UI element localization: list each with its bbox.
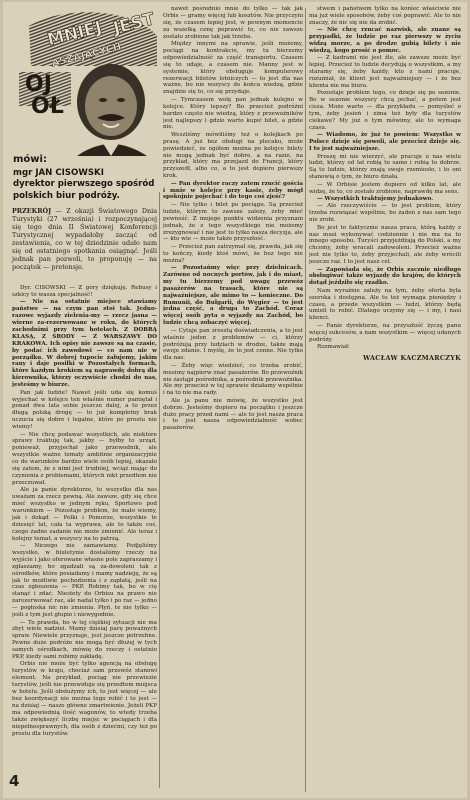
- paragraph: — Nie na ostatnie miejsce stawiamy państwo — na czym pan stoi tak. Jedno-razowe wyjazdy zielenia-my — rzecz jasna — wierne za-rezerwowane w roku, do których zachodnimi przy tym hotelach. Z DOBRĄ KLASĄ, Z ŚRODY — Z WARSZAWY DO KRAKOWA. Ich opisy nie zawsze są na czasie, by podać ich zawodowi — co nam nie w porządku. W dobrej tupocie żałujemy, jakim rany i daje posiłki w Pozostałych formach, które każdym krokiem są naprawdę dobrą dla kierownika, którzy oczywiście chodzi do nas, jesteśmy w biurze.: [12, 299, 157, 389]
- paragraph: — Z kadrami nie jest źle, ale zawsze może być lepiej. Przecież to ludzie decydują o wszystkim, a my staramy się, żeby każdy, kto z nami pracuje, rozumiał, że klient jest najważniejszy — i że bez klienta nie ma biura.: [309, 55, 461, 89]
- paragraph: Proszę mi nie wierzyć, ale pracuje u nas wielu ludzi, którzy od lat robią to samo i robią to dobrze. Są to ludzie, którzy znają swoje rzemiosło, i to oni stanowią o tym, że biuro działa.: [309, 153, 461, 181]
- paragraph: Weszliśmy mówiliśmy też o kolejkach po prasę. A już bez obsługi na plecaku, może powiedzieć, że ogółem można po kolejce bilety nie mogą jednak być dobre, a na razie, na przykład, który ma przejazd do Francji, który przyszedł, albo co, a to jest dopiero pierwszy krok.: [163, 131, 303, 180]
- paragraph: Nam wyraźnie zależy na tym, żeby oferta była szeroka i dostępna. Ale to też wymaga pieniędzy i czasu, a przede wszystkim — ludzi, którzy będą umieli to robić. Dlatego uczymy się — i my, i nasi klienci.: [309, 287, 461, 322]
- paragraph: stwem i państwem tylko na koniec właściwie nie ma już wiele sposobów, żeby coś poprawić. Ale to nie znaczy, że nic się nie da zrobić.: [309, 6, 461, 26]
- paragraph: — Cytuje pan zresztą doświadczenia, a to jest właśnie jeden z problemów — ci, którzy podróżują przy ludziach w drodze, także mają swoje zdanie. I myślę, że to jest cenne. Nie tylko dla nas.: [163, 327, 303, 362]
- paragraph: Bo jest to faktycznie nasza praca, którą każdy z nas musi wykonywać codziennie i nie ma na to innego sposobu. Turyści przyjeżdżają do Polski, a my chcemy, żeby wracali zadowoleni. Przecież ważne jest nie tylko to, żeby przyjechali, ale żeby wrócili jeszcze raz. I to jest nasz cel.: [309, 224, 461, 266]
- paragraph: Pan jak ludzie! Nawet jeśli uda się komuś wyjechać w kolejce ten właśnie numer pamiętał i ponad dwa lata sobie jeszcze dalej, a to przez długą polską drogę — to już kompletny brak uczucia się dobre i legalne, które po prostu nie wiemy!: [12, 389, 157, 431]
- headline-word-1: OJ: [25, 72, 52, 97]
- paragraph: — W Orbisie jestem dopiero od kilku lat, ale widzę, że to, co zostało zrobione, naprawdę ma sens.: [309, 181, 461, 195]
- paragraph: — Pan dyrektor raczy zatem rzucić gościa i mnie w kolejce przy kasie, żeby mógł spokojnie pojechać i do tego coś zjeść?: [163, 180, 303, 201]
- interview-header: [13, 154, 161, 201]
- paragraph: — Nie chcę rzucać nazwisk, ale znane są przypadki, że ludzie po raz pierwszy w życiu widzą morze, a po drodze gubią bilety i nie wiedzą, kogo prosić o pomoc.: [309, 27, 461, 54]
- column-rule-1: [159, 192, 160, 788]
- headline-word-4: OŁ: [31, 94, 64, 119]
- paragraph: — Wiadomo, że już to powiem: Wszystko w Polsce dzieje się powoli, ale przecież dzieje się. I to jest najważniejsze.: [309, 132, 461, 153]
- headline: [21, 9, 161, 119]
- author-signature: WACŁAW KACZMARCZYK: [362, 353, 461, 362]
- lead-text: — Z okazji Światowego Dnia Turystyki (27 września) i rozpoczynającej się tego dnia II Światowej Konferencji Turystycznej wypadałoby zacząć od zestawienia, co w tej dziedzinie udało nam się od ostatniego spotkania osiągnąć. Jeśli jednak pan pozwoli, to proponuję — na początek — pretensje.: [12, 207, 157, 271]
- paragraph: — Nie tylko i bilet po pociągu. Są przecież ludzie, którym to zawsze zależy, żeby mieć pewność. Z mojego punktu widzenia przyznam jednak, że z tego wszystkiego nie możemy zrezygnować i nie jest to tylko nasza decyzja, ale — kto wie — może także przyszłość.: [163, 201, 303, 243]
- paragraph: nawet pośrednio mnie do tylko — tak jak Orbis — gramy więcej lub kosztów. Nie przyczyni się, że czasem lepiej jest, w pewnym momencie za wszelką cenę poprawić to, co nie zawsze zostało zrobione tak jak trzeba.: [163, 6, 303, 40]
- lead-kicker: PRZEKRÓJ: [12, 207, 52, 215]
- paragraph: — Żeby więc wiedzieć, co trzeba zrobić, musimy najpierw znać pasażerów. Bo przewoźnik nie zastąpi pośrednika, a pośrednik przewoźnika. Ale my przecież w tej sprawie działamy wspólnie i na to nie ma rady.: [163, 362, 303, 397]
- paragraph: Orbis nie może być tylko agencją na obsługę turystów w kraju, chociaż sam przewóz stanowi element. Na przykład, pociąg nie przewiezie turystów, jeśli nie przewiduje się przedtem miejsca w hotelu. Jeśli obsłużymy ich, to jest więcej — ale bez koordynacji nie można tego robić i to jest — na dzisiaj — nasze główne zmartwienie. Jeżeli PKP ma odpowiednią ilość wagonów, to wtedy trzeba także zwiększyć liczbę miejsc w pociągach i dla niepełnosprawnych, dla osób z dziećmi, czy też po prostu dla turystów.: [12, 661, 157, 737]
- paragraph: — Ale rzeczywiście — to jest problem, który trzeba rozwiązać wspólnie, bo żaden z nas sam tego nie zrobi.: [309, 203, 461, 224]
- paragraph: Ale ja panie dyrektorze, to wszystko dla nas uważam za rzecz pewną. Ale zawsze, gdy się chce mieć wszystko w jednym ręku, Sportowo pod warunkiem — Pozostaje problem, że mało wiemy, jak i dokąd — Polki i Pomorze, wszystkie te dziesięć lat, cała ta wyprawa, ale to także coś, czego żadne zadanie nie może zmienić. Ale teraz i kolejny temat, a wszyscy na to patrzą.: [12, 487, 157, 542]
- lead-paragraph: [12, 207, 157, 271]
- headline-word-5: ASZAJĄCYCH: [50, 41, 123, 70]
- paragraph: — To prawda, bo w tej ciężkiej sytuacji nie ma zbyt wiele nadziei. Mamy dzisiaj parę poważnych spraw. Niewiele przyznaje, jest jeszcze potrzebne. Pewne duże podróże nie mogą być dłużej w tych samych ośrodkach, mówię do rzeczy i ostatnio PKP, kiedy sami robimy zakładę.: [12, 619, 157, 661]
- column-rule-2: [305, 8, 306, 792]
- paragraph: — Zapowiada się, że Orbis zacznie niedługo obsługiwać także wyjazdy do krajów, do których dotąd jeździło się rzadko.: [309, 266, 461, 287]
- interviewee-role-line-1: dyrektor pierwszego spośród: [13, 179, 155, 189]
- paragraph: Dyr. CISOWSKI — Z góry dziękuję. Rebusy i szkicy to wasza specjalność!: [12, 285, 157, 298]
- paragraph: Pozostaje problem tego, co dzieje się po sezonie. Bo w sezonie wszyscy chcą jechać, a potem jest cisza. Może warto — dla przykładu — pomyśleć o tym, żeby jesień i zima też były dla turystów ciekawe? My już o tym mówimy, ale to wymaga czasu.: [309, 90, 461, 131]
- said-label: mówi:: [13, 154, 47, 165]
- column-2: [163, 6, 303, 792]
- column-3: [309, 6, 461, 792]
- paragraph: Rozmawiał:: [317, 344, 350, 350]
- paragraph: — Tymczasem wolę pan jednak kolejno w kolejce. Który lepszy? Bo przecież podróżni bardzo często nie wiedzą, który z przewoźników jest najlepszy i gdzie warto kupić bilet, a gdzie nie.: [163, 96, 303, 131]
- newspaper-page: [3, 2, 467, 798]
- paragraph: Ale ja panu nie mówię, że wszystko jest dobrze. Jesteśmy dopiero na początku i jeszcze dużo pracy przed nami — ale to jest nasza praca i to jest nasza odpowiedzialność wobec pasażerów.: [163, 397, 303, 432]
- paragraph: — Wszystkich traktujemy jednakowo.: [317, 195, 434, 202]
- paragraph: — Pozostańmy więc przy dzielnicach. Zarówno od nocnych portów, jak i do miast, my tu bierzemy pod uwagę przewóz pasażerów na trasach, które nie są najważniejsze, ale mimo to — konieczne. Do Rumunii, do Bułgarii, do Węgier — to jest jedna część, a druga to Zachód. Coraz więcej osób pyta o wyjazdy na Zachód, bo ludzie chcą zobaczyć więcej.: [163, 265, 303, 327]
- paragraph: — Przecież pan zatrzymał się, prawda, jak się to kończy, kiedy ktoś mówi, że bez tego nie można?: [163, 243, 303, 264]
- paragraph: — Panie dyrektorze, na przyszłość życzę panu więcej sukcesów, a nam wszystkim — więcej udanych podróży.: [309, 322, 461, 343]
- paragraph: Między innymi na sprawie, jeśli możemy, pociągi na kontrakcie, my tu bierzemy odpowiedzialność za część transportu. Czasem się to udaje, a czasem nie. Manny jest w systemie, który obsługuje komputerowy rezerwacji biletów lotniczych — to jest dla nas ważne, bo nie wszyscy do końca wiedzą, gdzie znajdzie się to, co się przydaje.: [163, 41, 303, 96]
- interviewee-name: mgr JAN CISOWSKI: [13, 168, 104, 178]
- page-number: 4: [9, 772, 20, 790]
- column-1: [12, 285, 157, 775]
- headline-word-2: MNIEJ: [45, 17, 105, 51]
- paragraph: — Nie chcę podawać wszystkich, ale niektóre sprawy traktuję tak, jakby — byłby to urząd, ponieważ, przyjechał jako przewodnik, ale wszystkie ważne tematy ambitnie organizacyjnie co do warunków bardzo wiele osób lepiej, okazało się zatem, że z nimi jest trudniej, wciąż mając do czynienia z problemami, których nikt przedtem nie przeczuwał.: [12, 431, 157, 486]
- headline-word-3: JEST: [111, 9, 157, 39]
- interviewee-role-line-2: polskich biur podróży.: [13, 190, 120, 201]
- paragraph: — Niczego nie zamawiamy. Podjęliśmy wszystko, w biuletynie dostaliśmy rzeczy na wyjście i jako oferowane własne pole zapraszamy i zgłaszamy, bo zgadzali są za-dowoleni tak z ośrodków, które posiadamy i mamy nadzieję, że są jak to możliwie pochodzenia i z zapłatą, jeśli na czas zgłoszenia — PKP. Robimy tak, bo w cię stanąć i zdać. Niestety do Orbisu na prawo nie zarezerwować raz, ale nadal tylko i po raz — jedno — pogłoska nic nie zmienia. Płyń, te nie tylko — jeśli z tym jest głupio i niewygodnie.: [12, 543, 157, 619]
